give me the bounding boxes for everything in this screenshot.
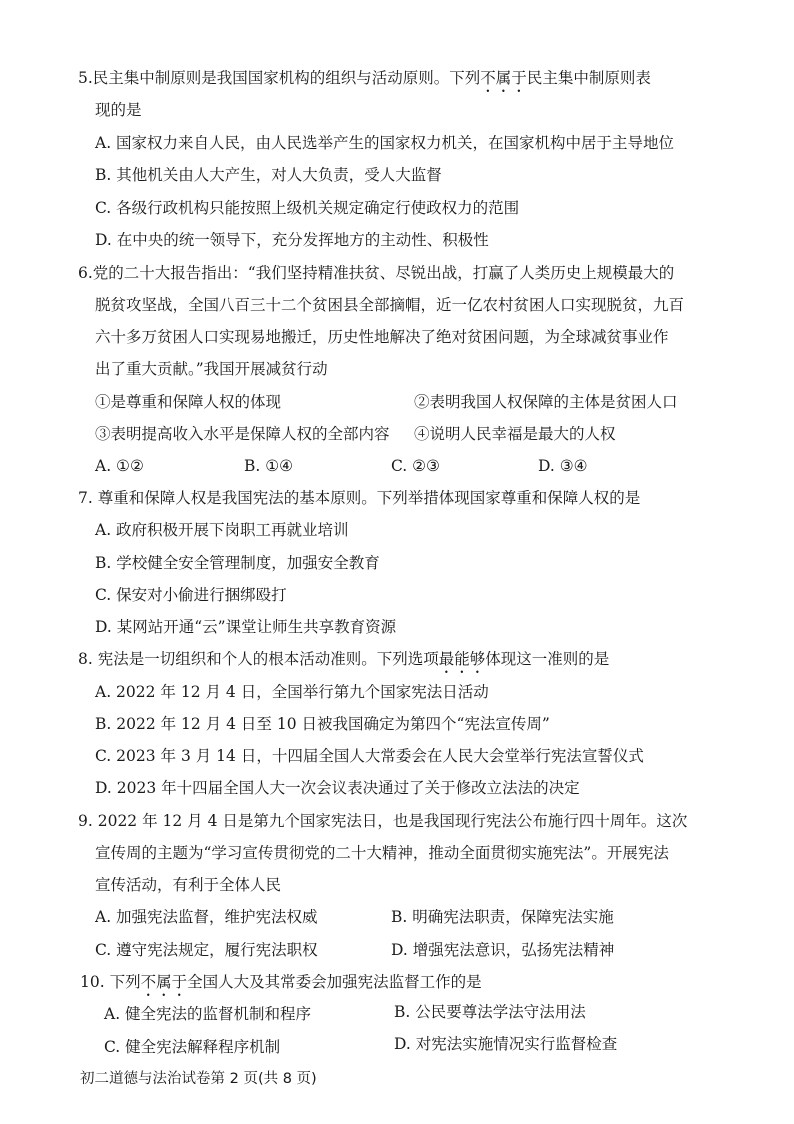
q6-option-d: D. ③④ bbox=[538, 457, 588, 475]
q6-stem-line-3: 六十多万贫困人口实现易地搬迁，历史性地解决了绝对贫困问题，为全球减贫事业作 bbox=[95, 328, 669, 346]
q7-option-d: D. 某网站开通“云”课堂让师生共享教育资源 bbox=[95, 618, 397, 636]
q9-option-d: D. 增强宪法意识，弘扬宪法精神 bbox=[391, 941, 615, 959]
q8-stem-text-end: 体现这一准则的是 bbox=[485, 650, 610, 668]
q5-stem-line-1 bbox=[78, 67, 651, 96]
q6-option-a: A. ①② bbox=[95, 457, 144, 475]
q10-stem-text: 10. 下列 bbox=[80, 973, 141, 991]
q6-option-c: C. ②③ bbox=[391, 457, 440, 475]
q6-statement-4: ④说明人民幸福是最大的人权 bbox=[414, 425, 616, 443]
q10-stem-text-end: 全国人大及其常委会加强宪法监督工作的是 bbox=[187, 973, 482, 991]
q9-stem-line-2: 宣传周的主题为“学习宣传贯彻党的二十大精神，推动全面贯彻实施宪法”。开展宪法 bbox=[95, 844, 669, 862]
q6-option-b: B. ①④ bbox=[244, 457, 294, 475]
q6-stem-line-4: 出了重大贡献。”我国开展减贫行动 bbox=[95, 360, 328, 378]
q7-option-a: A. 政府积极开展下岗职工再就业培训 bbox=[95, 521, 349, 539]
q6-statement-1: ①是尊重和保障人权的体现 bbox=[95, 393, 282, 411]
page-footer: 初二道德与法治试卷第 2 页(共 8 页) bbox=[80, 1071, 317, 1087]
q10-option-a: A. 健全宪法的监督机制和程序 bbox=[104, 1005, 312, 1023]
q7-stem: 7. 尊重和保障人权是我国宪法的基本原则。下列举措体现国家尊重和保障人权的是 bbox=[78, 489, 641, 507]
q9-option-a: A. 加强宪法监督，维护宪法权威 bbox=[95, 908, 318, 926]
q5-stem-line-2: 现的是 bbox=[95, 101, 142, 119]
q8-stem-text: 8. 宪法是一切组织和个人的根本活动准则。下列选项 bbox=[78, 650, 439, 668]
q9-option-b: B. 明确宪法职责，保障宪法实施 bbox=[391, 908, 614, 926]
q10-option-c: C. 健全宪法解释程序机制 bbox=[104, 1038, 281, 1056]
q5-option-d: D. 在中央的统一领导下，充分发挥地方的主动性、积极性 bbox=[95, 231, 489, 249]
q6-stem-line-2: 脱贫攻坚战，全国八百三十二个贫困县全部摘帽，近一亿农村贫困人口实现脱贫，九百 bbox=[95, 296, 685, 314]
q7-option-c: C. 保安对小偷进行捆绑殴打 bbox=[95, 586, 287, 604]
q6-stem-line-1: 6.党的二十大报告指出：“我们坚持精准扶贫、尽锐出战，打赢了人类历史上规模最大的 bbox=[78, 264, 675, 282]
q5-emphasis: 不属于 bbox=[480, 69, 527, 87]
q5-stem-text: 5.民主集中制原则是我国国家机构的组织与活动原则。下列 bbox=[78, 69, 481, 87]
q5-option-b: B. 其他机关由人大产生，对人大负责，受人大监督 bbox=[95, 166, 442, 184]
q10-stem bbox=[80, 971, 482, 1000]
q6-statement-3: ③表明提高收入水平是保障人权的全部内容 bbox=[95, 425, 390, 443]
q8-option-c: C. 2023 年 3 月 14 日，十四届全国人大常委会在人民大会堂举行宪法宣誓仪式 bbox=[95, 747, 644, 765]
q10-option-b: B. 公民要尊法学法守法用法 bbox=[394, 1003, 586, 1021]
q5-option-a: A. 国家权力来自人民，由人民选举产生的国家权力机关，在国家机构中居于主导地位 bbox=[95, 134, 675, 152]
q7-option-b: B. 学校健全安全管理制度，加强安全教育 bbox=[95, 554, 380, 572]
q5-option-c: C. 各级行政机构只能按照上级机关规定确定行使政权力的范围 bbox=[95, 199, 520, 217]
q6-statement-2: ②表明我国人权保障的主体是贫困人口 bbox=[414, 393, 678, 411]
q9-stem-line-3: 宣传活动，有利于全体人民 bbox=[95, 876, 282, 894]
q8-option-a: A. 2022 年 12 月 4 日，全国举行第九个国家宪法日活动 bbox=[95, 683, 489, 701]
q8-option-d: D. 2023 年十四届全国人大一次会议表决通过了关于修改立法法的决定 bbox=[95, 779, 580, 797]
q10-emphasis: 不属于 bbox=[140, 973, 188, 991]
q9-option-c: C. 遵守宪法规定，履行宪法职权 bbox=[95, 941, 318, 959]
q8-option-b: B. 2022 年 12 月 4 日至 10 日被我国确定为第四个“宪法宣传周” bbox=[95, 715, 550, 733]
q9-stem-line-1: 9. 2022 年 12 月 4 日是第九个国家宪法日，也是我国现行宪法公布施行四十周年。这次 bbox=[78, 812, 688, 830]
q8-emphasis: 最能够 bbox=[438, 650, 486, 668]
q5-stem-text-end: 民主集中制原则表 bbox=[526, 69, 651, 87]
q8-stem bbox=[78, 648, 609, 677]
q10-option-d: D. 对宪法实施情况实行监督检查 bbox=[394, 1035, 618, 1053]
